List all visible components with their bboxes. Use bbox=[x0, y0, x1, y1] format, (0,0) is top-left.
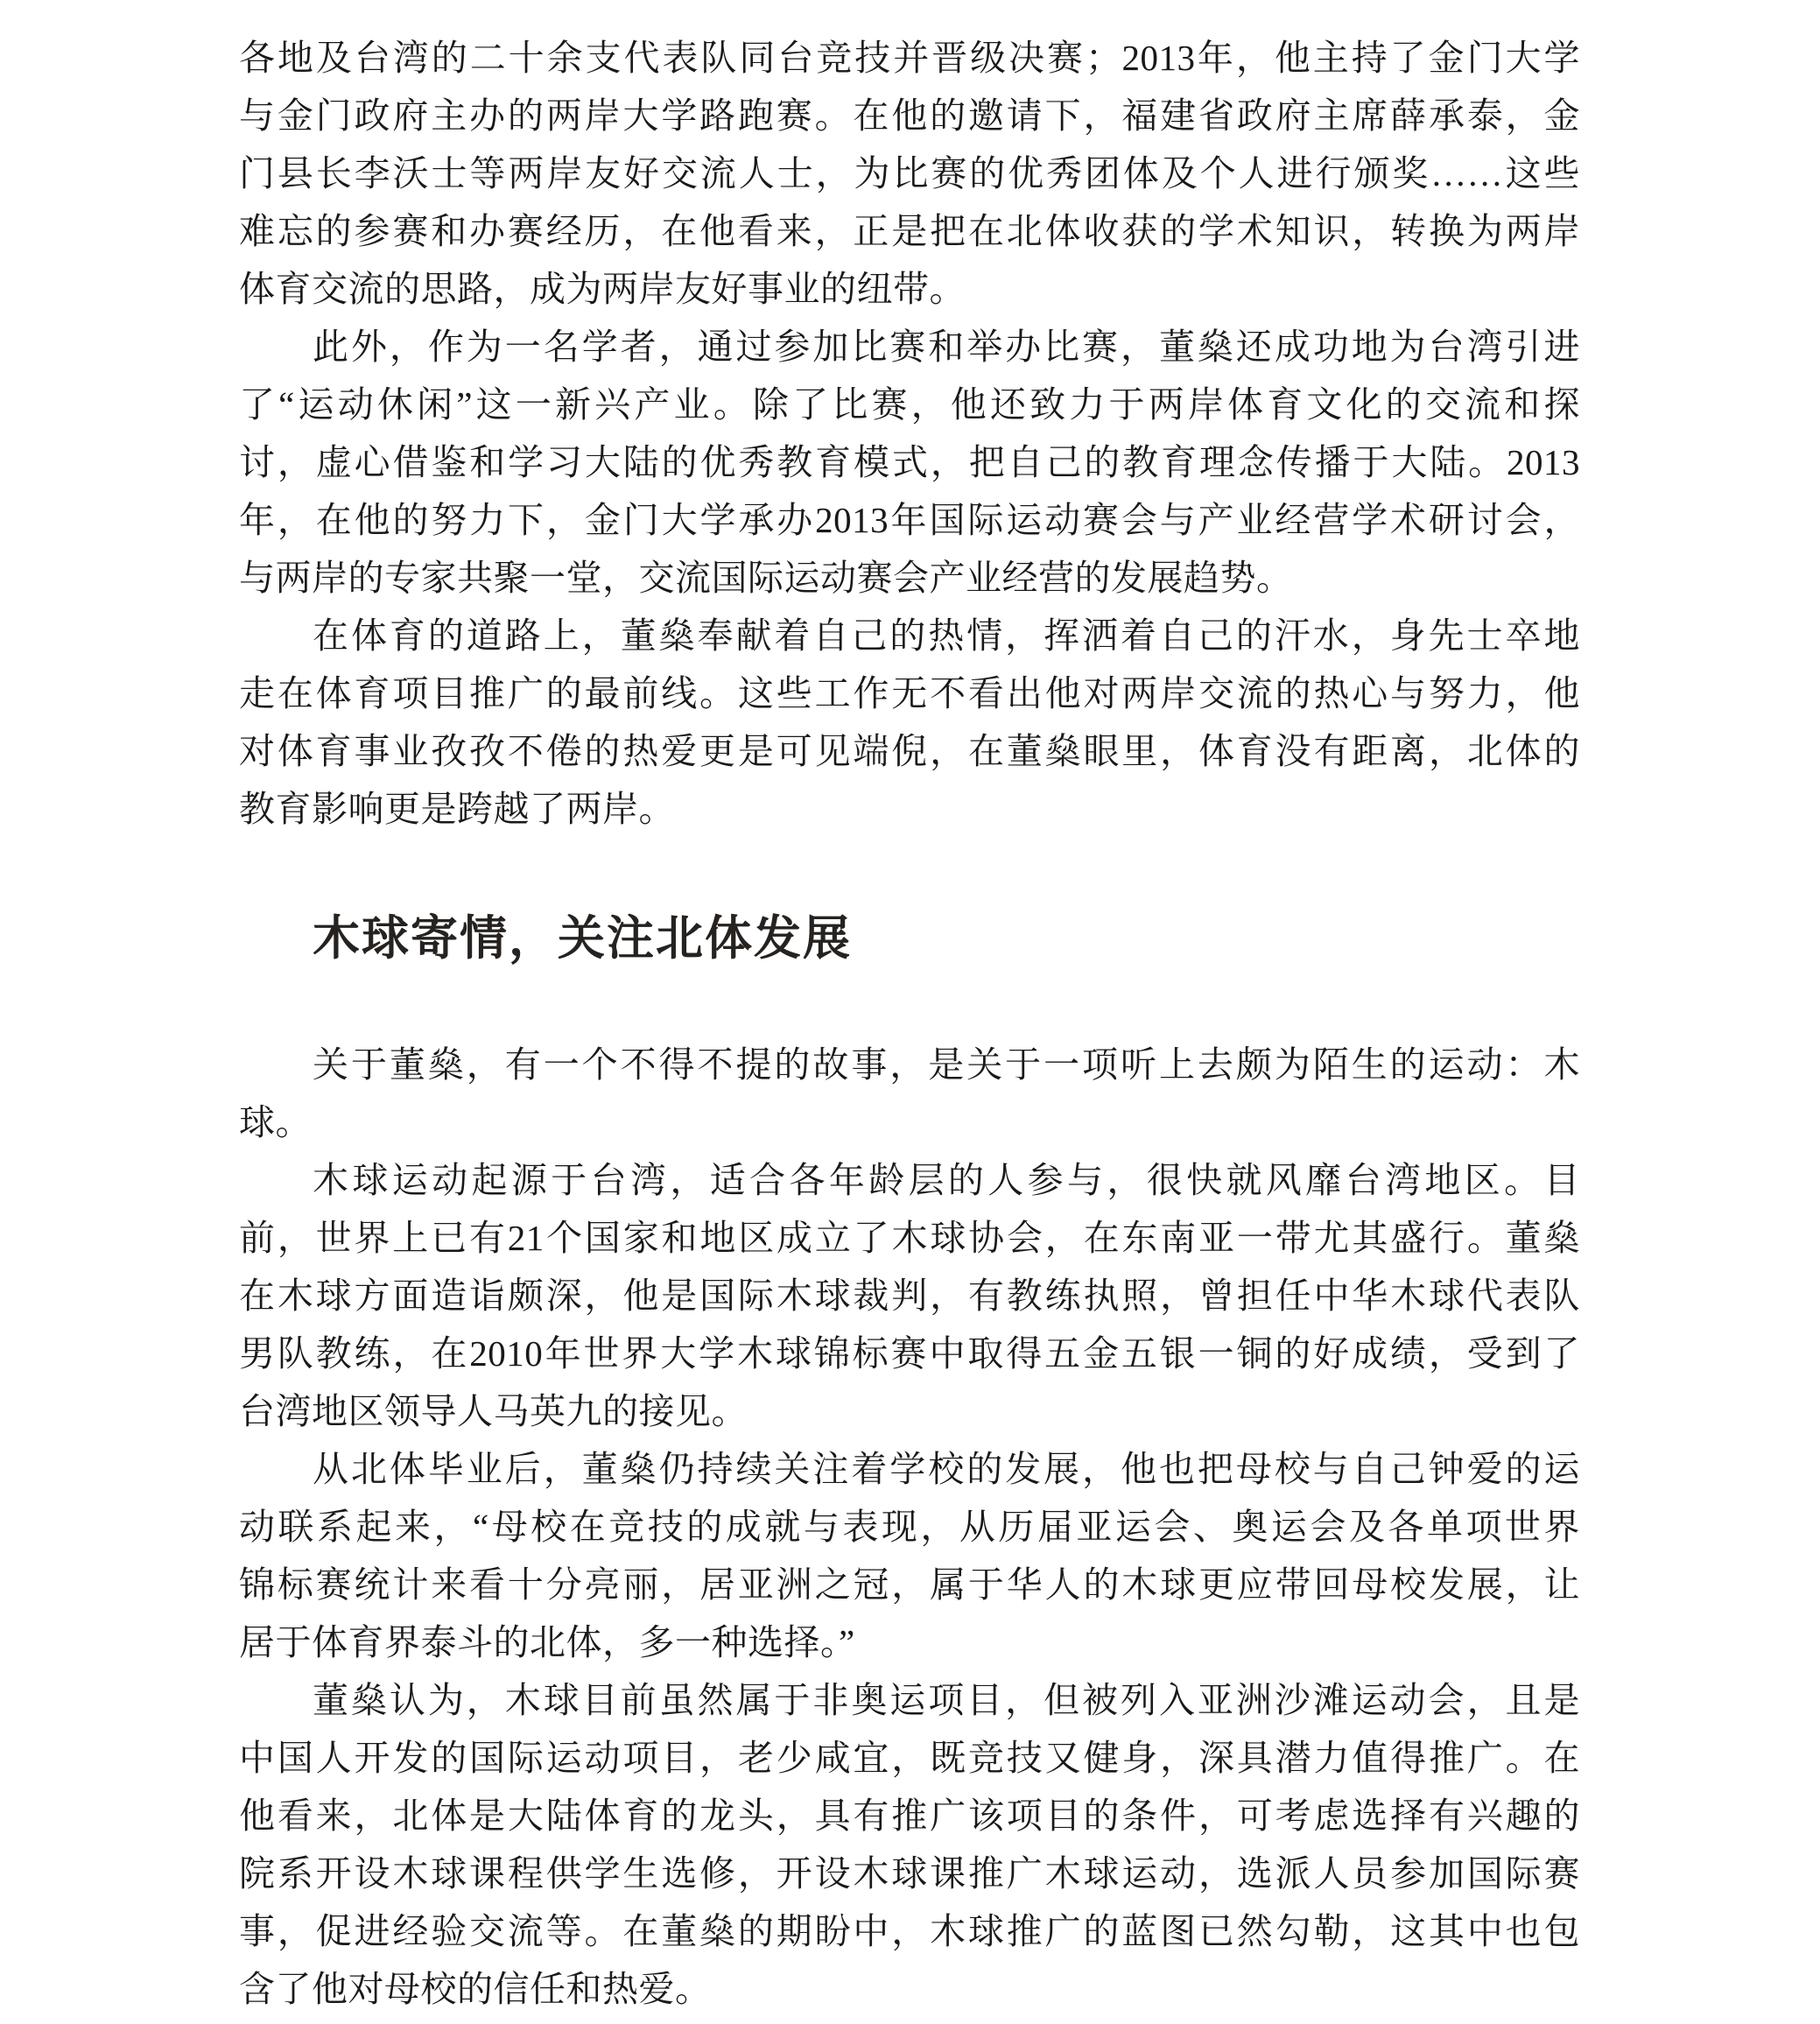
text-column bbox=[239, 29, 1580, 2018]
paragraph bbox=[239, 607, 1580, 838]
text-line: 走在体育项目推广的最前线。这些工作无不看出他对两岸交流的热心与努力，他 bbox=[239, 673, 1580, 713]
text-line: 此外，作为一名学者，通过参加比赛和举办比赛，董燊还成功地为台湾引进 bbox=[313, 327, 1580, 367]
text-line: 讨，虚心借鉴和学习大陆的优秀教育模式，把自己的教育理念传播于大陆。2013 bbox=[239, 442, 1580, 482]
text-line: 体育交流的思路，成为两岸友好事业的纽带。 bbox=[239, 269, 966, 309]
text-line: 从北体毕业后，董燊仍持续关注着学校的发展，他也把母校与自己钟爱的运 bbox=[313, 1449, 1580, 1489]
text-line: 门县长李沃士等两岸友好交流人士，为比赛的优秀团体及个人进行颁奖……这些 bbox=[239, 153, 1580, 193]
text-line: 难忘的参赛和办赛经历，在他看来，正是把在北体收获的学术知识，转换为两岸 bbox=[239, 211, 1580, 251]
text-line: 了“运动休闲”这一新兴产业。除了比赛，他还致力于两岸体育文化的交流和探 bbox=[239, 384, 1580, 425]
paragraph bbox=[239, 1036, 1580, 1151]
paragraph bbox=[239, 1440, 1580, 1671]
text-line: 与两岸的专家共聚一堂，交流国际运动赛会产业经营的发展趋势。 bbox=[239, 558, 1293, 598]
text-line: 他看来，北体是大陆体育的龙头，具有推广该项目的条件，可考虑选择有兴趣的 bbox=[239, 1796, 1580, 1836]
text-line: 对体育事业孜孜不倦的热爱更是可见端倪，在董燊眼里，体育没有距离，北体的 bbox=[239, 731, 1580, 771]
text-line: 与金门政府主办的两岸大学路跑赛。在他的邀请下，福建省政府主席薛承泰，金 bbox=[239, 95, 1580, 136]
paragraph bbox=[239, 318, 1580, 607]
text-line: 前，世界上已有21个国家和地区成立了木球协会，在东南亚一带尤其盛行。董燊 bbox=[239, 1218, 1580, 1258]
text-line: 中国人开发的国际运动项目，老少咸宜，既竞技又健身，深具潜力值得推广。在 bbox=[239, 1738, 1580, 1778]
text-line: 在木球方面造诣颇深，他是国际木球裁判，有教练执照，曾担任中华木球代表队 bbox=[239, 1276, 1580, 1316]
text-line: 教育影响更是跨越了两岸。 bbox=[239, 789, 675, 829]
paragraph bbox=[239, 1151, 1580, 1440]
text-line: 锦标赛统计来看十分亮丽，居亚洲之冠，属于华人的木球更应带回母校发展，让 bbox=[239, 1564, 1580, 1605]
section-heading: 木球寄情，关注北体发展 bbox=[313, 912, 852, 965]
paragraph bbox=[239, 1671, 1580, 2018]
text-line: 关于董燊，有一个不得不提的故事，是关于一项听上去颇为陌生的运动：木 bbox=[313, 1044, 1580, 1085]
text-line: 各地及台湾的二十余支代表队同台竞技并晋级决赛；2013年，他主持了金门大学 bbox=[239, 38, 1580, 78]
text-line: 事，促进经验交流等。在董燊的期盼中，木球推广的蓝图已然勾勒，这其中也包 bbox=[239, 1911, 1580, 1951]
text-line: 木球运动起源于台湾，适合各年龄层的人参与，很快就风靡台湾地区。目 bbox=[313, 1160, 1580, 1200]
text-line: 含了他对母校的信任和热爱。 bbox=[239, 1969, 712, 2009]
text-line: 动联系起来，“母校在竞技的成就与表现，从历届亚运会、奥运会及各单项世界 bbox=[239, 1507, 1580, 1547]
text-line: 年，在他的努力下，金门大学承办2013年国际运动赛会与产业经营学术研讨会， bbox=[239, 500, 1580, 540]
text-line: 台湾地区领导人马英九的接见。 bbox=[239, 1391, 748, 1431]
paragraph bbox=[239, 29, 1580, 318]
text-line: 院系开设木球课程供学生选修，开设木球课推广木球运动，选派人员参加国际赛 bbox=[239, 1853, 1580, 1894]
text-line: 在体育的道路上，董燊奉献着自己的热情，挥洒着自己的汗水，身先士卒地 bbox=[313, 615, 1580, 656]
text-line: 球。 bbox=[239, 1102, 312, 1142]
text-line: 男队教练，在2010年世界大学木球锦标赛中取得五金五银一铜的好成绩，受到了 bbox=[239, 1333, 1580, 1374]
text-line: 董燊认为，木球目前虽然属于非奥运项目，但被列入亚洲沙滩运动会，且是 bbox=[313, 1680, 1580, 1720]
text-line: 居于体育界泰斗的北体，多一种选择。” bbox=[239, 1622, 855, 1662]
